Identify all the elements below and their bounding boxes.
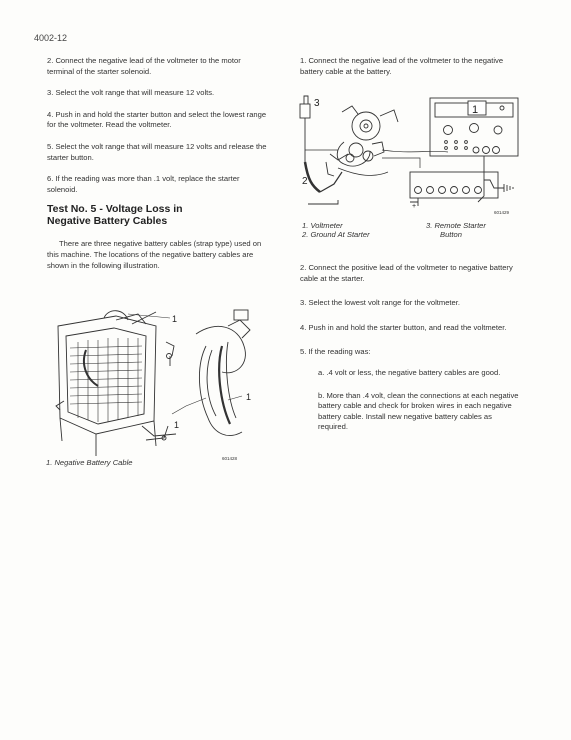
heading-line-1: Test No. 5 - Voltage Loss in (47, 203, 183, 216)
callout-2: 2 (302, 176, 308, 187)
section-heading (47, 203, 269, 227)
right-step-1 (300, 56, 522, 88)
callout-1a: 1 (172, 314, 178, 324)
left-figure-code: 601428 (222, 456, 238, 461)
caption-voltmeter: 1. Voltmeter (302, 221, 343, 230)
caption-ground: 2. Ground At Starter (302, 230, 370, 239)
battery-cable-illustration (46, 306, 272, 466)
right-step-1-text: 1. Connect the negative lead of the voltmeter to the negative battery cable at the battery. (300, 56, 504, 76)
callout-1b: 1 (174, 420, 180, 430)
right-step-5a-text: a. .4 volt or less, the negative battery cables are good. (318, 367, 501, 377)
caption-button: Button (440, 230, 462, 239)
right-step-5b-text: b. More than .4 volt, clean the connections at each negative battery cable and check for broken wires in each negative battery cable. Install new negative battery cables as required. (318, 390, 519, 432)
step-5-text: 5. Select the volt range that will measure 12 volts and release the starter button. (47, 141, 267, 162)
step-2-text: 2. Connect the negative lead of the voltmeter to the motor terminal of the starter solenoid. (47, 56, 241, 76)
right-column-steps (300, 263, 522, 444)
left-column (47, 56, 269, 282)
step-3-text: 3. Select the volt range that will measure 12 volts. (47, 88, 215, 98)
left-figure-caption: 1. Negative Battery Cable (46, 458, 133, 467)
heading-line-2: Negative Battery Cables (47, 215, 168, 228)
right-step-3-text: 3. Select the lowest volt range for the voltmeter. (300, 298, 460, 308)
callout-1: 1 (472, 104, 479, 116)
step-4-text: 4. Push in and hold the starter button and select the lowest range for the voltmeter. Read the voltmeter. (47, 109, 267, 130)
callout-3: 3 (314, 98, 320, 109)
positive-terminal-icon: + (412, 203, 417, 210)
voltmeter-wiring-diagram (298, 92, 524, 218)
callout-1c: 1 (246, 392, 252, 402)
caption-remote-starter: 3. Remote Starter (426, 221, 486, 230)
right-figure-code: 601429 (494, 210, 510, 215)
intro-text: There are three negative battery cables (strap type) used on this machine. The locations of the negative battery cables are shown in the following illustration. (47, 239, 262, 270)
right-step-2-text: 2. Connect the positive lead of the voltmeter to negative battery cable at the starter. (300, 263, 513, 283)
step-6-text: 6. If the reading was more than .1 volt, replace the starter solenoid. (47, 174, 240, 194)
right-step-5-text: 5. If the reading was: (300, 347, 371, 357)
page-number: 4002-12 (34, 33, 68, 43)
right-step-4-text: 4. Push in and hold the starter button, and read the voltmeter. (300, 322, 507, 332)
